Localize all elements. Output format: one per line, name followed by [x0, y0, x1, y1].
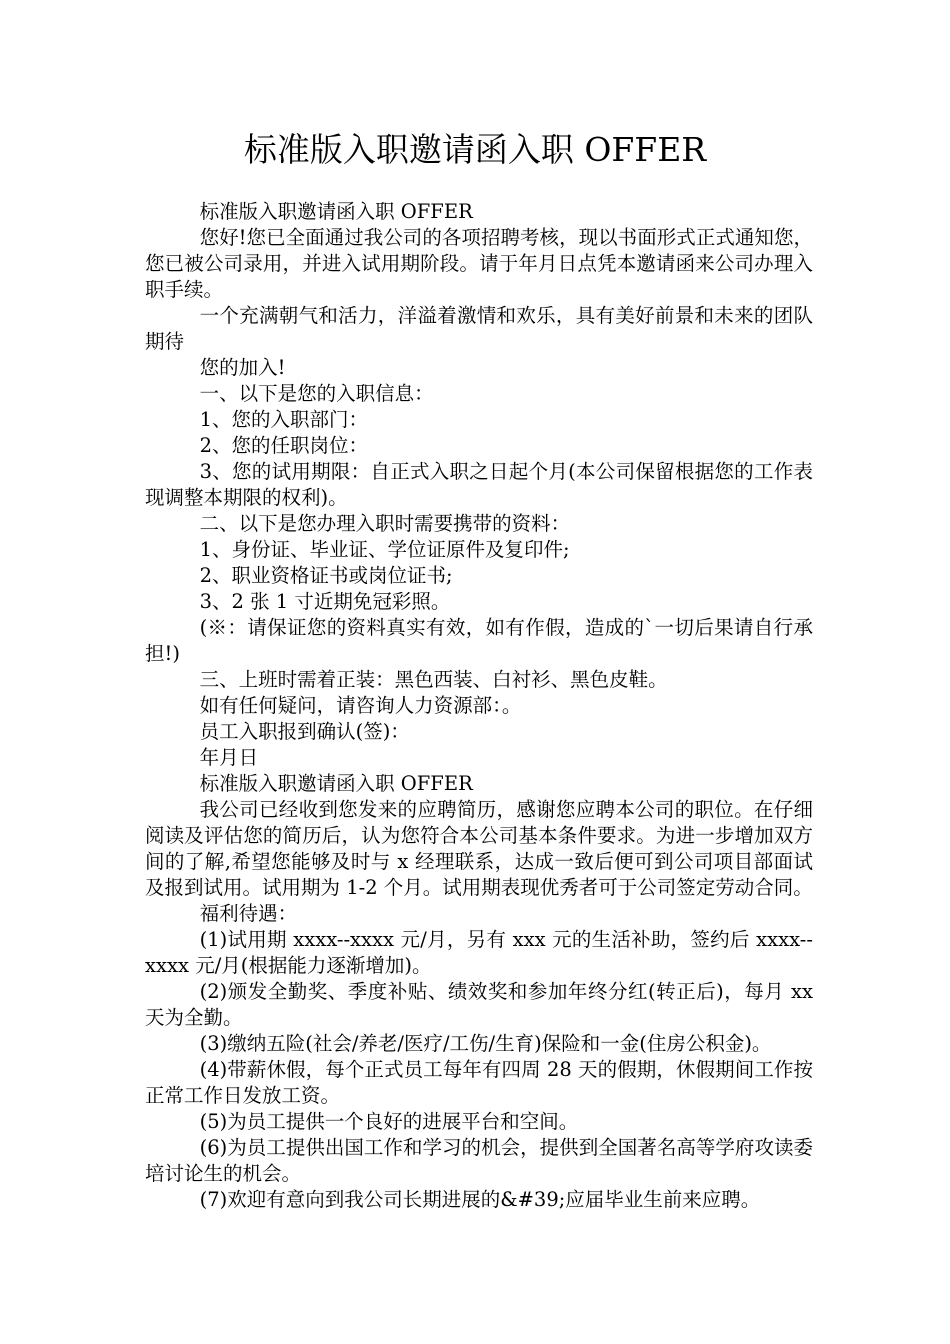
paragraph-team: 一个充满朝气和活力，洋溢着激情和欢乐，具有美好前景和未来的团队期待 [145, 304, 813, 353]
paragraph-subtitle: 标准版入职邀请函入职 OFFER [199, 200, 473, 223]
benefit-item: (2)颁发全勤奖、季度补贴、绩效奖和参加年终分红(转正后)，每月 xx 天为全勤。 [145, 980, 813, 1029]
paragraph-greeting: 您好!您已全面通过我公司的各项招聘考核，现以书面形式正式通知您，您已被公司录用，并进入试用期阶段。请于年月日点凭本邀请函来公司办理入职手续。 [145, 226, 813, 301]
benefit-item: (4)带薪休假，每个正式员工每年有四周 28 天的假期，休假期间工作按正常工作日发放工资。 [145, 1058, 813, 1107]
benefit-item: (5)为员工提供一个良好的进展平台和空间。 [199, 1110, 579, 1133]
section-heading-2: 二、以下是您办理入职时需要携带的资料： [199, 512, 571, 535]
paragraph-note: (※：请保证您的资料真实有效，如有作假，造成的`一切后果请自行承担!) [145, 616, 813, 665]
list-item: 2、您的任职岗位： [199, 434, 369, 457]
document-title: 标准版入职邀请函入职 OFFER [243, 130, 707, 169]
list-item: 2、职业资格证书或岗位证书; [199, 564, 453, 587]
paragraph-subtitle-2: 标准版入职邀请函入职 OFFER [199, 772, 473, 795]
section-heading-benefits: 福利待遇： [199, 902, 298, 925]
paragraph-date: 年月日 [199, 746, 259, 769]
list-item: 1、身份证、毕业证、学位证原件及复印件; [199, 538, 570, 561]
list-item: 1、您的入职部门： [199, 408, 369, 431]
paragraph-contact: 如有任何疑问，请咨询人力资源部：。 [199, 694, 522, 717]
benefit-item: (3)缴纳五险(社会/养老/医疗/工伤/生育)保险和一金(住房公积金)。 [199, 1032, 772, 1055]
paragraph-intro: 我公司已经收到您发来的应聘简历，感谢您应聘本公司的职位。在仔细阅读及评估您的简历后，认为您符合本公司基本条件要求。为进一步增加双方间的了解,希望您能够及时与 x 经理联系，达成一致后便可到公司项目部面试及报到试用。试用期为 1-2 个月。试用期表现优秀者可于公司签定劳动合同。 [145, 798, 813, 899]
section-heading-3: 三、上班时需着正装：黑色西装、白衬衫、黑色皮鞋。 [199, 668, 668, 691]
benefit-item: (1)试用期 xxxx--xxxx 元/月，另有 xxx 元的生活补助，签约后 xxxx--xxxx 元/月(根据能力逐渐增加)。 [145, 928, 813, 977]
section-heading-1: 一、以下是您的入职信息： [199, 382, 434, 405]
paragraph-join: 您的加入! [199, 356, 286, 379]
list-item: 3、您的试用期限：自正式入职之日起个月(本公司保留根据您的工作表现调整本期限的权利)。 [145, 460, 813, 509]
benefit-item: (6)为员工提供出国工作和学习的机会，提供到全国著名高等学府攻读委培讨论生的机会。 [145, 1136, 813, 1185]
paragraph-signature: 员工入职报到确认(签)： [199, 720, 410, 743]
benefit-item: (7)欢迎有意向到我公司长期进展的&#39;应届毕业生前来应聘。 [199, 1188, 761, 1211]
document-body [145, 199, 813, 1213]
list-item: 3、2 张 1 寸近期免冠彩照。 [199, 590, 451, 613]
